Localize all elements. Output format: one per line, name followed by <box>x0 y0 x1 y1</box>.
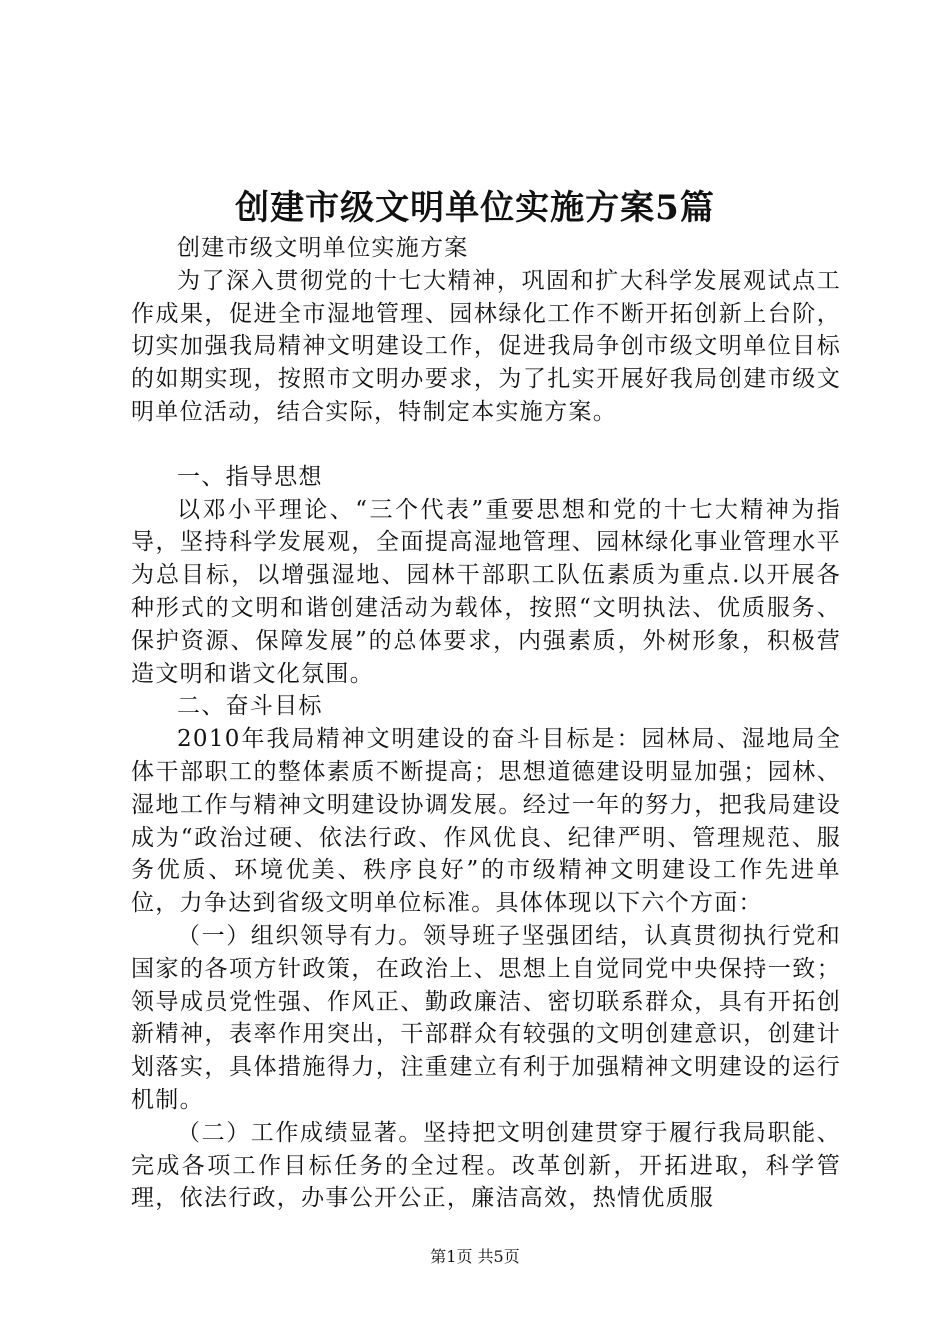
page-number-footer: 第1页 共5页 <box>430 1247 520 1266</box>
section-heading-guiding-ideology: 一、指导思想 <box>177 463 323 490</box>
document-subtitle: 创建市级文明单位实施方案 <box>177 235 469 261</box>
document-title: 创建市级文明单位实施方案5篇 <box>235 188 715 228</box>
document-body <box>131 232 841 1215</box>
list-item-leadership: （一）组织领导有力。领导班子坚强团结，认真贯彻执行党和国家的各项方针政策，在政治上、思想上自觉同党中央保持一致；领导成员党性强、作风正、勤政廉洁、密切联系群众，具有开拓创新精神，表率作用突出，干部群众有较强的文明创建意识，创建计划落实，具体措施得力，注重建立有利于加强精神文明建设的运行机制。 <box>131 922 841 1113</box>
section-paragraph-goals: 2010年我局精神文明建设的奋斗目标是：园林局、湿地局全体干部职工的整体素质不断提高；思想道德建设明显加强；园林、湿地工作与精神文明建设协调发展。经过一年的努力，把我局建设成为“政治过硬、依法行政、作风优良、纪律严明、管理规范、服务优质、环境优美、秩序良好”的市级精神文明建设工作先进单位，力争达到省级文明单位标准。具体体现以下六个方面： <box>131 726 841 917</box>
intro-paragraph: 为了深入贯彻党的十七大精神，巩固和扩大科学发展观试点工作成果，促进全市湿地管理、园林绿化工作不断开拓创新上台阶，切实加强我局精神文明建设工作，促进我局争创市级文明单位目标的如期实现，按照市文明办要求，为了扎实开展好我局创建市级文明单位活动，结合实际，特制定本实施方案。 <box>131 267 841 425</box>
section-paragraph-guiding-ideology: 以邓小平理论、“三个代表”重要思想和党的十七大精神为指导，坚持科学发展观，全面提高湿地管理、园林绿化事业管理水平为总目标，以增强湿地、园林干部职工队伍素质为重点.以开展各种形式的文明和谐创建活动为载体，按照“文明执法、优质服务、保护资源、保障发展”的总体要求，内强素质，外树形象，积极营造文明和谐文化氛围。 <box>131 496 841 687</box>
section-heading-goals: 二、奋斗目标 <box>177 693 323 720</box>
list-item-achievements: （二）工作成绩显著。坚持把文明创建贯穿于履行我局职能、完成各项工作目标任务的全过程。改革创新，开拓进取，科学管理，依法行政，办事公开公正，廉洁高效，热情优质服 <box>131 1119 841 1212</box>
paragraph-gap <box>131 429 841 461</box>
